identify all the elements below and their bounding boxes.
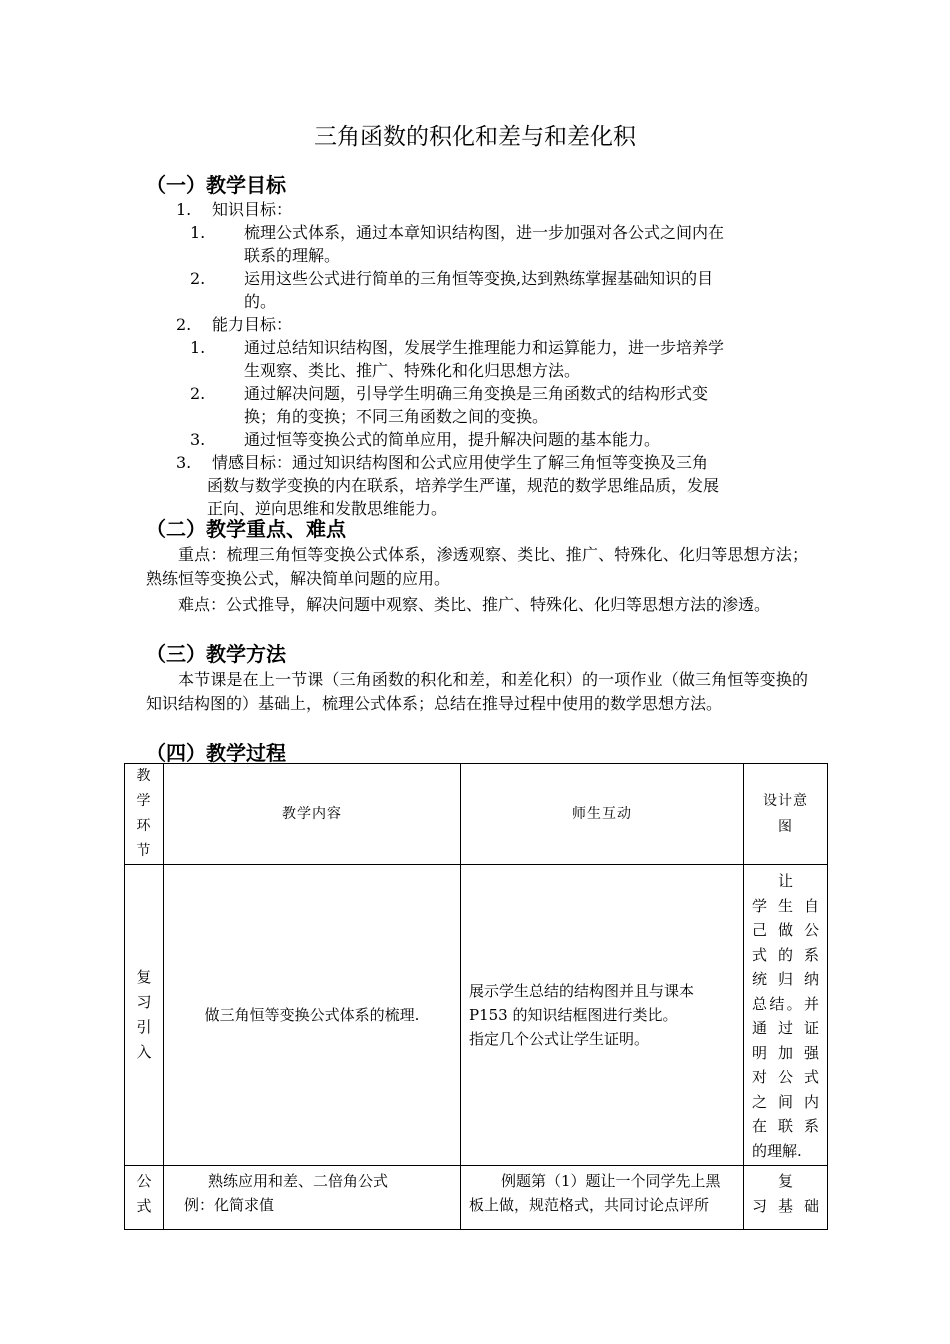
section-heading-method: （三）教学方法 [146, 642, 286, 666]
header-content: 教学内容 [164, 764, 461, 865]
goal-number: 2. [176, 315, 192, 334]
list-item-text: 联系的理解。 [244, 246, 341, 265]
goal-label-knowledge: 知识目标： [212, 200, 293, 219]
difficulty-paragraph: 难点：公式推导，解决问题中观察、类比、推广、特殊化、化归等思想方法的渗透。 [178, 595, 771, 614]
process-table [124, 763, 828, 1230]
list-item-text: 通过总结知识结构图，发展学生推理能力和运算能力，进一步培养学 [244, 338, 725, 357]
list-number: 2. [190, 384, 206, 403]
goal-label-ability: 能力目标： [212, 315, 293, 334]
interaction-cell: 展示学生总结的结构图并且与课本 P153 的知识结框图进行类比。 指定几个公式让学生证明。 [461, 865, 744, 1166]
list-number: 1. [190, 338, 206, 357]
list-item-text: 运用这些公式进行简单的三角恒等变换,达到熟练掌握基础知识的目 [244, 269, 714, 288]
stage-cell: 复 习 引 入 [125, 865, 164, 1166]
list-number: 2. [190, 269, 206, 288]
section-heading-process: （四）教学过程 [146, 741, 286, 765]
content-cell: 熟练应用和差、二倍角公式 例：化简求值 [164, 1166, 461, 1230]
table-header-row [125, 764, 828, 865]
intent-cell: 复 习基础 [744, 1166, 828, 1230]
list-item-text: 换；角的变换；不同三角函数之间的变换。 [244, 407, 549, 426]
focus-paragraph: 重点：梳理三角恒等变换公式体系，渗透观察、类比、推广、特殊化、化归等思想方法；熟练恒等变换公式，解决简单问题的应用。 [146, 545, 808, 588]
section-heading-key-points: （二）教学重点、难点 [146, 517, 346, 541]
section-heading-objectives: （一）教学目标 [146, 173, 286, 197]
goal-number: 3. [176, 453, 192, 472]
list-item-text: 的。 [244, 292, 277, 311]
list-item-text: 梳理公式体系，通过本章知识结构图，进一步加强对各公式之间内在 [244, 223, 725, 242]
table-row [125, 865, 828, 1166]
header-intent: 设计意 图 [744, 764, 828, 865]
content-cell: 做三角恒等变换公式体系的梳理. [164, 865, 461, 1166]
list-item-text: 生观察、类比、推广、特殊化和化归思想方法。 [244, 361, 581, 380]
goal-text-emotion: 函数与数学变换的内在联系，培养学生严谨，规范的数学思维品质，发展 [207, 476, 720, 495]
intent-cell: 让 学生自 己做公 式的系 统归纳 总结。并 通过证 明加强 对公式 之间内 在联系 的理解. [744, 865, 828, 1166]
header-interaction: 师生互动 [461, 764, 744, 865]
header-stage: 教 学 环 节 [125, 764, 164, 865]
list-item-text: 通过恒等变换公式的简单应用，提升解决问题的基本能力。 [244, 430, 661, 449]
goal-number: 1. [176, 200, 192, 219]
list-number: 1. [190, 223, 206, 242]
list-item-text: 通过解决问题，引导学生明确三角变换是三角函数式的结构形式变 [244, 384, 709, 403]
interaction-cell: 例题第（1）题让一个同学先上黑 板上做，规范格式，共同讨论点评所 [461, 1166, 744, 1230]
page-title: 三角函数的积化和差与和差化积 [314, 124, 636, 150]
stage-cell: 公 式 [125, 1166, 164, 1230]
list-number: 3. [190, 430, 206, 449]
goal-text-emotion: 正向、逆向思维和发散思维能力。 [207, 499, 448, 518]
table-row [125, 1166, 828, 1230]
goal-text-emotion: 情感目标：通过知识结构图和公式应用使学生了解三角恒等变换及三角 [212, 453, 709, 472]
method-paragraph: 本节课是在上一节课（三角函数的积化和差，和差化积）的一项作业（做三角恒等变换的知识结构图的）基础上，梳理公式体系；总结在推导过程中使用的数学思想方法。 [146, 670, 808, 713]
